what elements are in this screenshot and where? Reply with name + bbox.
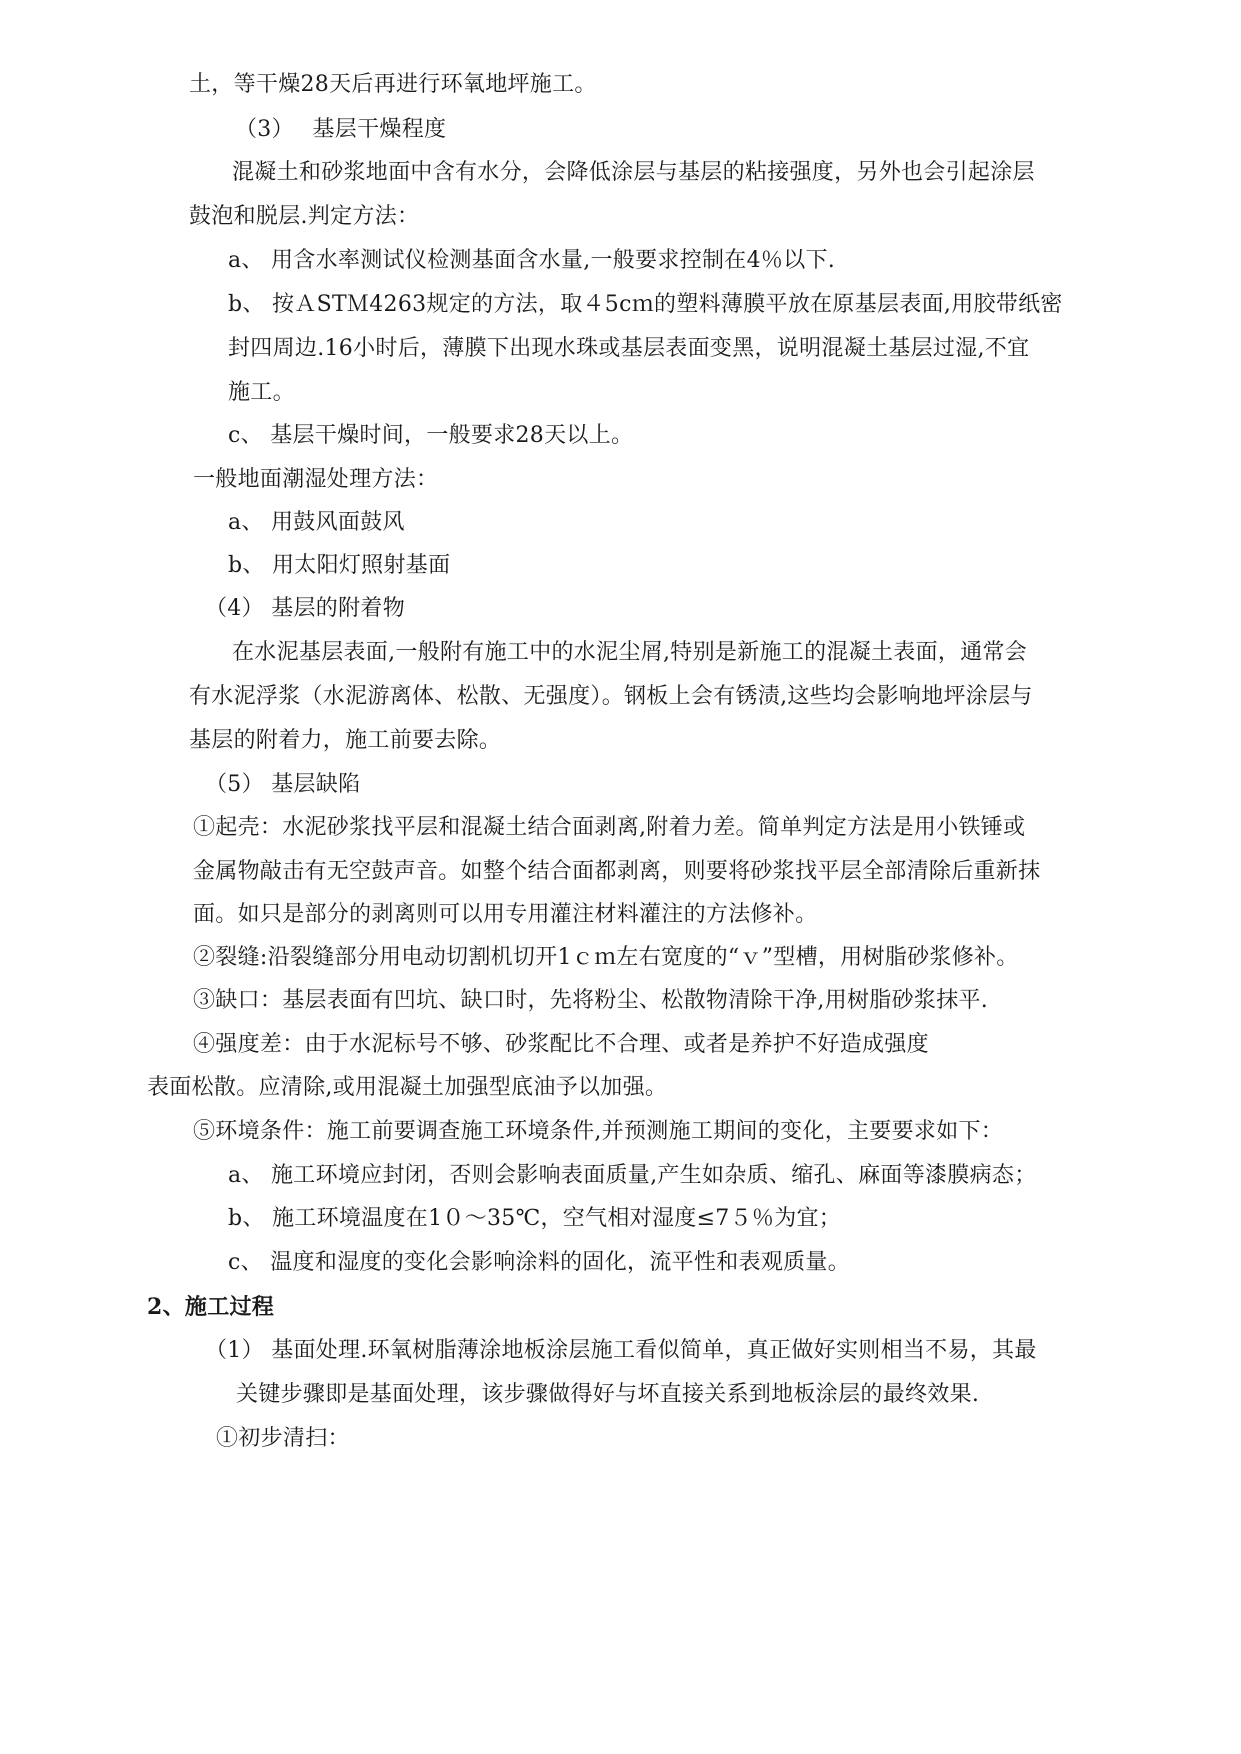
text-line: 施工。 [228,380,295,405]
list-item: ①初步清扫： [216,1426,350,1451]
text-line: 封四周边.16小时后，薄膜下出现水珠或基层表面变黑，说明混凝土基层过湿,不宜 [228,336,1030,361]
list-item: ②裂缝:沿裂缝部分用电动切割机切开1ｃｍ左右宽度的“ｖ”型槽，用树脂砂浆修补。 [193,945,1019,970]
section-heading: （3） 基层干燥程度 [235,117,447,142]
text-line: 面。如只是部分的剥离则可以用专用灌注材料灌注的方法修补。 [193,902,818,927]
text-line: 鼓泡和脱层.判定方法： [189,204,420,229]
list-item: ⑤环境条件：施工前要调查施工环境条件,并预测施工期间的变化，主要要求如下： [193,1119,1004,1144]
list-item: ③缺口：基层表面有凹坑、缺口时，先将粉尘、松散物清除干净,用树脂砂浆抹平. [193,988,989,1013]
text-line: 一般地面潮湿处理方法： [193,467,439,492]
text-line: 有水泥浮浆（水泥游离体、松散、无强度）。钢板上会有锈渍,这些均会影响地坪涂层与 [189,684,1033,709]
list-item: （1） 基面处理.环氧树脂薄涂地板涂层施工看似简单，真正做好实则相当不易，其最 [205,1338,1037,1363]
text-line: 金属物敲击有无空鼓声音。如整个结合面都剥离，则要将砂浆找平层全部清除后重新抹 [193,859,1041,884]
list-item: c、 基层干燥时间，一般要求28天以上。 [228,423,634,448]
text-line: 基层的附着力，施工前要去除。 [189,728,502,753]
text-line: 表面松散。应清除,或用混凝土加强型底油予以加强。 [147,1075,668,1100]
section-heading: （4） 基层的附着物 [205,596,405,621]
list-item: b、 施工环境温度在1０～35℃，空气相对湿度≤7５％为宜； [228,1206,842,1231]
chapter-heading: 2、施工过程 [147,1294,275,1320]
text-line: 混凝土和砂浆地面中含有水分，会降低涂层与基层的粘接强度，另外也会引起涂层 [232,160,1035,185]
list-item: b、 按ＡSTＭ4263规定的方法，取４5cｍ的塑料薄膜平放在原基层表面,用胶带纸密 [228,292,1063,317]
list-item: ④强度差：由于水泥标号不够、砂浆配比不合理、或者是养护不好造成强度 [193,1032,929,1057]
text-line: 关键步骤即是基面处理，该步骤做得好与坏直接关系到地板涂层的最终效果. [236,1382,980,1407]
section-heading: （5） 基层缺陷 [205,772,361,797]
list-item: ①起壳：水泥砂浆找平层和混凝土结合面剥离,附着力差。简单判定方法是用小铁锤或 [193,815,1026,840]
list-item: b、 用太阳灯照射基面 [228,553,451,578]
list-item: a、 施工环境应封闭，否则会影响表面质量,产生如杂质、缩孔、麻面等漆膜病态； [228,1163,1037,1188]
list-item: c、 温度和湿度的变化会影响涂料的固化，流平性和表观质量。 [228,1250,851,1275]
list-item: a、 用鼓风面鼓风 [228,510,405,535]
text-line: 土，等干燥28天后再进行环氧地坪施工。 [189,72,597,97]
list-item: a、 用含水率测试仪检测基面含水量,一般要求控制在4％以下. [228,248,836,273]
text-line: 在水泥基层表面,一般附有施工中的水泥尘屑,特别是新施工的混凝土表面，通常会 [232,640,1028,665]
